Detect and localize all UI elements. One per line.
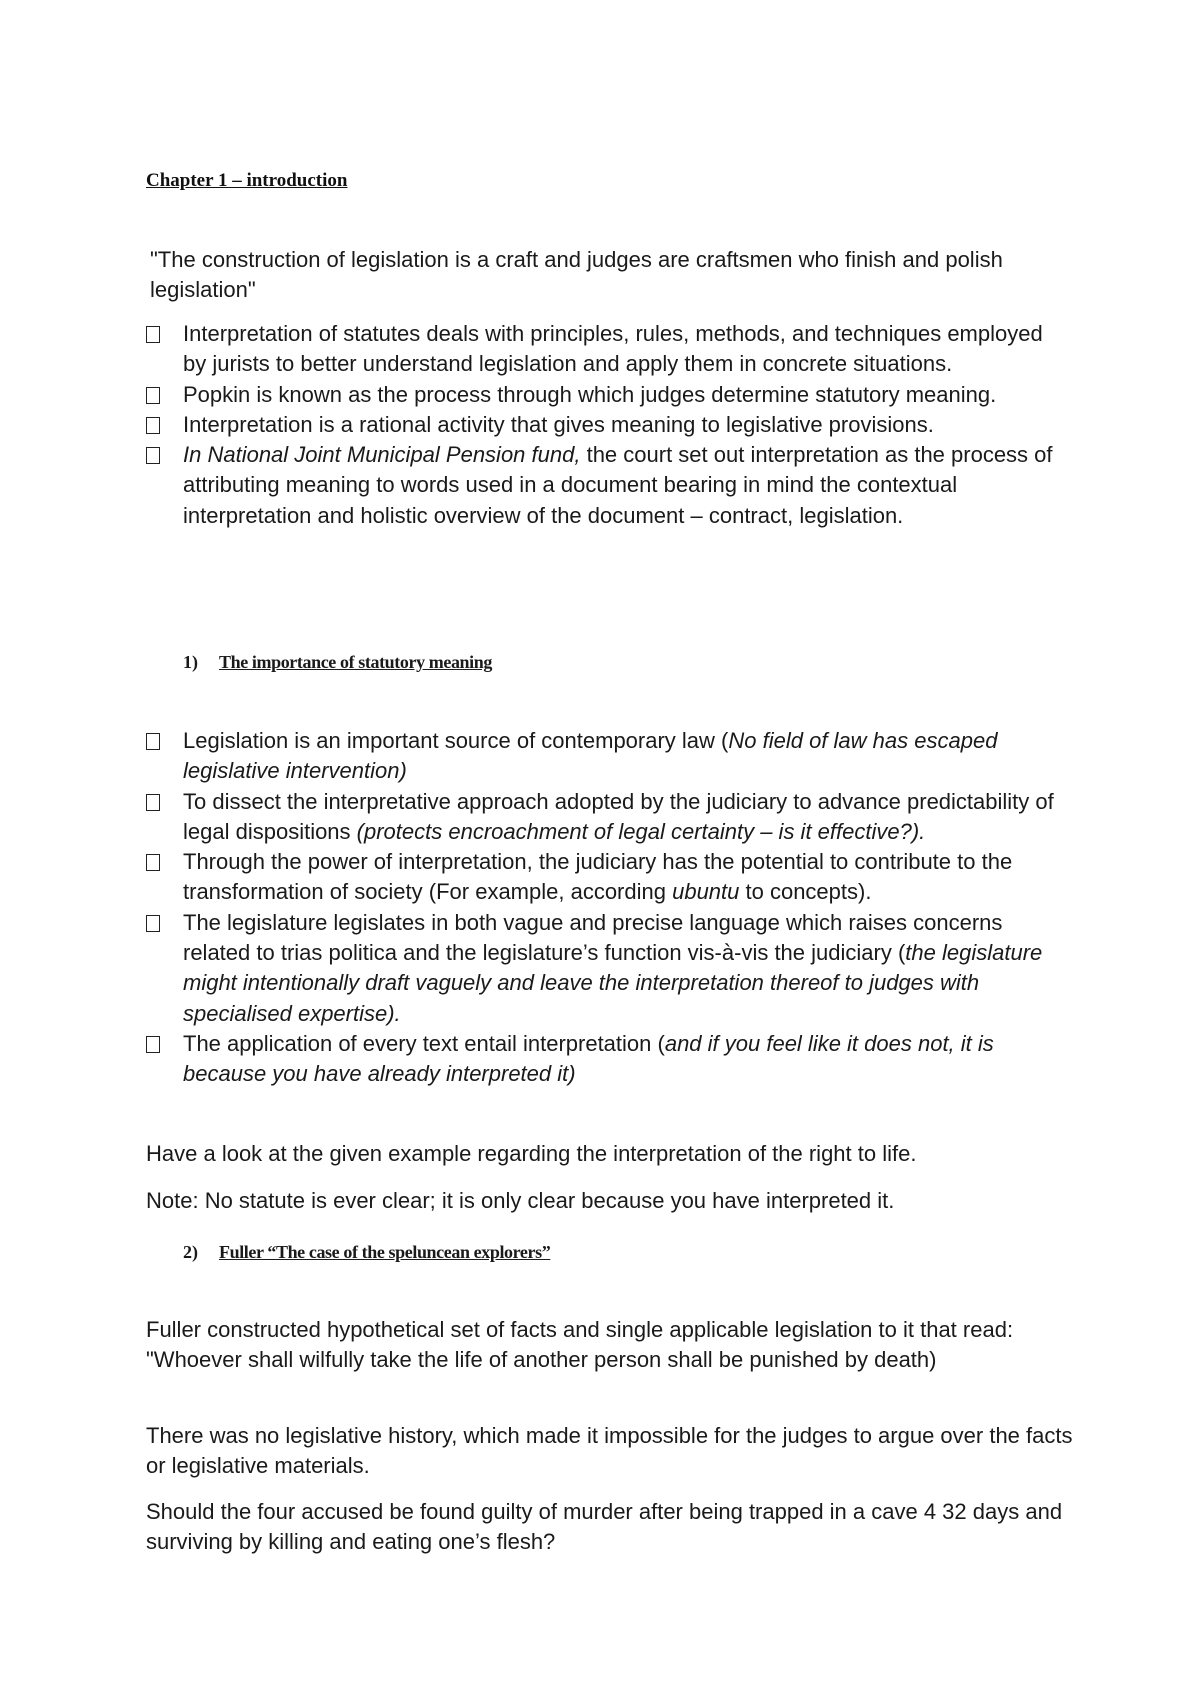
bullet-italic-text: and if you feel like it does not, it is because you have already interpreted it) [183,1030,994,1087]
section-1-bullet-item [146,1029,1066,1090]
bullet-text: To dissect the interpretative approach adopted by the judiciary to advance predictability of legal dispositions [183,788,1054,844]
bullet-text: Interpretation of statutes deals with principles, rules, methods, and techniques employed by jurists to better understand legislation and apply them in concrete situations. [183,321,1043,377]
intro-bullet-list [146,319,1066,531]
bullet-italic-text: In National Joint Municipal Pension fund, [183,442,581,468]
bullet-italic-text: ubuntu [672,879,740,905]
section-1-number: 1) [183,652,198,672]
section-2-paragraph-2: There was no legislative history, which made it impossible for the judges to argue over the facts or legislative materials. [146,1423,1073,1478]
section-1-bullet-item [146,787,1066,848]
bullet-italic-text: the legislature might intentionally draft vaguely and leave the interpretation thereof to judges with specialised expertise). [183,940,1043,1026]
bullet-box-icon [146,387,160,404]
bullet-box-icon [146,733,160,750]
bullet-text: Legislation is an important source of contemporary law ( [183,728,729,753]
bullet-text: Popkin is known as the process through which judges determine statutory meaning. [183,381,997,407]
intro-bullet-item [146,319,1066,380]
bullet-box-icon [146,915,160,932]
bullet-text: Through the power of interpretation, the judiciary has the potential to contribute to the transformation of society (For example, according [183,849,1013,905]
section-1-bullet-item [146,908,1066,1029]
section-2-number: 2) [183,1242,198,1262]
section-2-paragraph-1: Fuller constructed hypothetical set of facts and single applicable legislation to it that read: "Whoever shall wilfully take the life of another person shall be punished by death) [146,1317,1014,1372]
section-2-title: Fuller “The case of the speluncean explorers” [219,1242,551,1262]
section-1-bullet-item [146,726,1066,787]
intro-bullet-item [146,440,1066,531]
section-1-paragraph-2: Note: No statute is ever clear; it is only clear because you have interpreted it. [146,1188,895,1213]
bullet-box-icon [146,854,160,871]
bullet-box-icon [146,1036,160,1053]
bullet-box-icon [146,417,160,434]
section-1-bullet-item [146,847,1066,908]
section-2-paragraph-3: Should the four accused be found guilty of murder after being trapped in a cave 4 32 days and surviving by killing and eating one’s flesh? [146,1499,1063,1554]
opening-quote: "The construction of legislation is a craft and judges are craftsmen who finish and polish legislation" [150,247,1003,302]
bullet-text: the court set out interpretation as the process of attributing meaning to words used in a document bearing in mind the contextual interpretation and holistic overview of the document – contract, legislation. [183,442,1053,528]
bullet-italic-text: No field of law has escaped legislative intervention) [183,728,998,784]
section-1-bullet-list [146,726,1066,1090]
bullet-text: Interpretation is a rational activity that gives meaning to legislative provisions. [183,411,934,437]
section-2-heading [183,1242,550,1263]
bullet-box-icon [146,447,160,464]
bullet-text: to concepts). [739,879,872,905]
section-1-paragraph-1: Have a look at the given example regarding the interpretation of the right to life. [146,1141,917,1166]
section-1-heading [183,652,492,673]
bullet-box-icon [146,794,160,811]
bullet-box-icon [146,326,160,343]
chapter-title: Chapter 1 – introduction [146,170,348,191]
intro-bullet-item [146,410,1066,440]
bullet-text: The legislature legislates in both vague and precise language which raises concerns related to trias politica and the legislature’s function vis-à-vis the judiciary ( [183,909,1003,966]
intro-bullet-item [146,380,1066,410]
bullet-text: The application of every text entail interpretation ( [183,1030,665,1056]
bullet-italic-text: (protects encroachment of legal certainty – is it effective?). [356,818,926,844]
section-1-title: The importance of statutory meaning [219,652,492,672]
